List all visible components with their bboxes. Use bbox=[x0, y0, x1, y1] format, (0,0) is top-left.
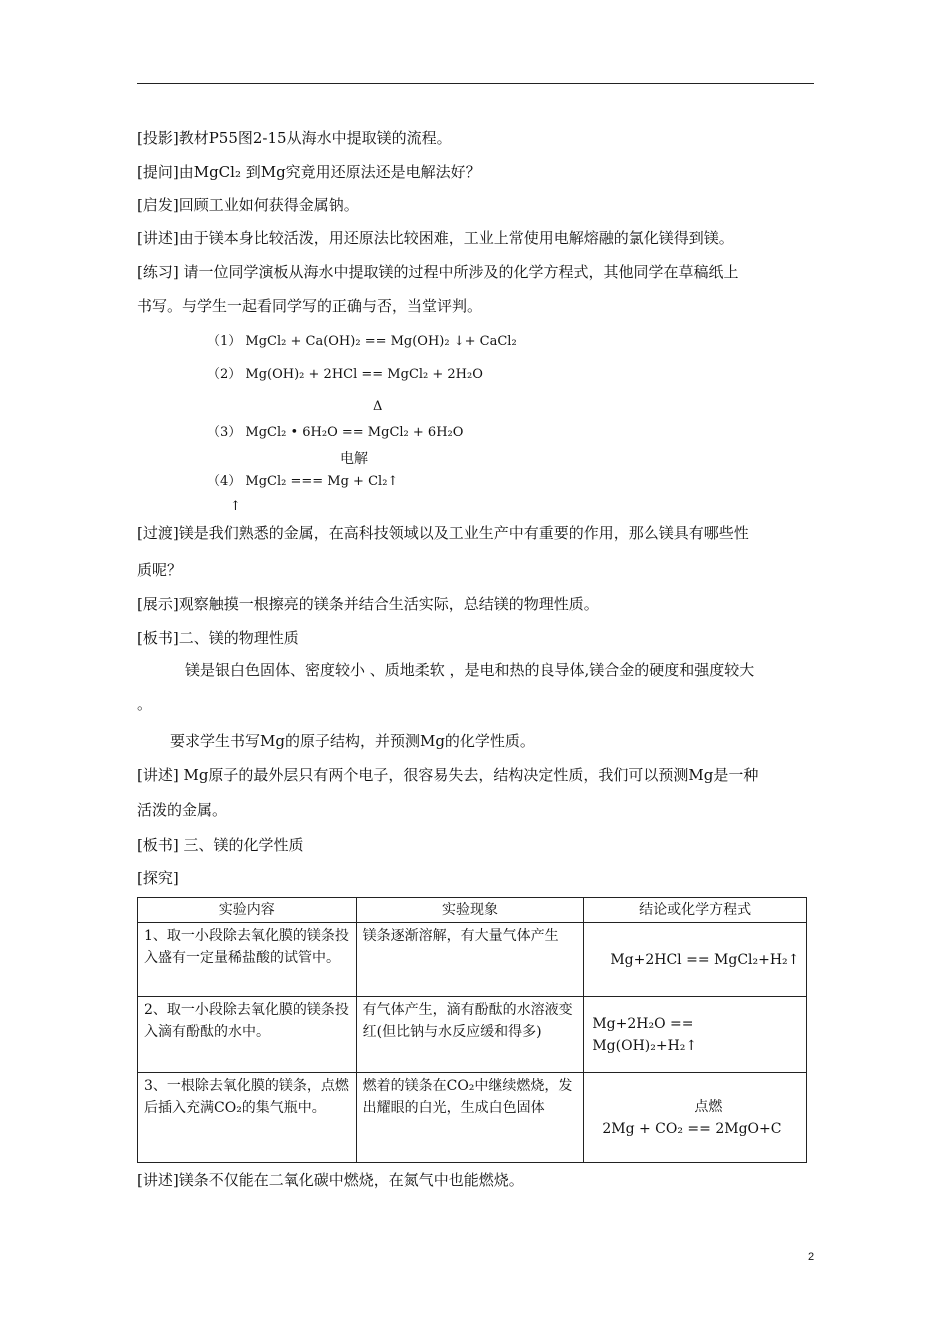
equation-1: （1） MgCl₂ + Ca(OH)₂ == Mg(OH)₂ ↓+ CaCl₂ bbox=[207, 334, 517, 349]
text-line: [板书]二、镁的物理性质 bbox=[137, 629, 299, 647]
header-rule bbox=[137, 83, 814, 84]
table-cell: 镁条逐渐溶解，有大量气体产生 bbox=[356, 923, 584, 997]
text-line: [投影]教材P55图2-15从海水中提取镁的流程。 bbox=[137, 129, 452, 147]
table-row bbox=[138, 1073, 807, 1163]
table-header: 实验现象 bbox=[356, 898, 584, 923]
table-row bbox=[138, 997, 807, 1073]
page-number: 2 bbox=[808, 1251, 815, 1263]
text-line: 活泼的金属。 bbox=[137, 801, 228, 819]
conclusion-equation: 2Mg + CO₂ == 2MgO+C bbox=[602, 1120, 782, 1137]
table-cell: 燃着的镁条在CO₂中继续燃烧，发出耀眼的白光，生成白色固体 bbox=[356, 1073, 584, 1163]
table-header: 实验内容 bbox=[138, 898, 357, 923]
table-header-row bbox=[138, 898, 807, 923]
table-cell bbox=[584, 923, 807, 997]
text-line: [探究] bbox=[137, 869, 179, 887]
text-line: 书写。与学生一起看同学写的正确与否，当堂评判。 bbox=[137, 297, 483, 315]
table-cell bbox=[584, 997, 807, 1073]
text-line: [练习] 请一位同学演板从海水中提取镁的过程中所涉及的化学方程式，其他同学在草稿纸上 bbox=[137, 263, 739, 281]
table-cell: 2、取一小段除去氧化膜的镁条投入滴有酚酞的水中。 bbox=[138, 997, 357, 1073]
table-row bbox=[138, 923, 807, 997]
equation-4-condition: 电解 bbox=[340, 451, 368, 467]
text-line: [讲述]镁条不仅能在二氧化碳中燃烧，在氮气中也能燃烧。 bbox=[137, 1171, 524, 1189]
experiment-table bbox=[137, 897, 807, 1163]
equation-3: （3） MgCl₂ • 6H₂O == MgCl₂ + 6H₂O bbox=[207, 425, 464, 440]
equation-4: （4） MgCl₂ === Mg + Cl₂↑ bbox=[207, 474, 399, 489]
equation-2: （2） Mg(OH)₂ + 2HCl == MgCl₂ + 2H₂O bbox=[207, 367, 483, 382]
table-cell: 3、一根除去氧化膜的镁条，点燃后插入充满CO₂的集气瓶中。 bbox=[138, 1073, 357, 1163]
text-line: [提问]由MgCl₂ 到Mg究竟用还原法还是电解法好？ bbox=[137, 163, 481, 181]
table-cell: 有气体产生，滴有酚酞的水溶液变红(但比钠与水反应缓和得多) bbox=[356, 997, 584, 1073]
text-line: [启发]回顾工业如何获得金属钠。 bbox=[137, 196, 359, 214]
text-line: [过渡]镁是我们熟悉的金属，在高科技领域以及工业生产中有重要的作用，那么镁具有哪些性 bbox=[137, 524, 749, 542]
text-line: 质呢？ bbox=[137, 561, 183, 579]
table-cell bbox=[584, 1073, 807, 1163]
table-cell: 1、取一小段除去氧化膜的镁条投入盛有一定量稀盐酸的试管中。 bbox=[138, 923, 357, 997]
text-line: [讲述] Mg原子的最外层只有两个电子，很容易失去，结构决定性质，我们可以预测Mg是一种 bbox=[137, 766, 759, 784]
table-header: 结论或化学方程式 bbox=[584, 898, 807, 923]
text-line: [板书] 三、镁的化学性质 bbox=[137, 836, 304, 854]
text-line: 要求学生书写Mg的原子结构，并预测Mg的化学性质。 bbox=[170, 732, 535, 750]
conclusion-equation: Mg+2H₂O == Mg(OH)₂+H₂↑ bbox=[592, 1015, 698, 1054]
text-line: [讲述]由于镁本身比较活泼，用还原法比较困难，工业上常使用电解熔融的氯化镁得到镁。 bbox=[137, 229, 734, 247]
text-line: 。 bbox=[137, 695, 153, 713]
text-line: 镁是银白色固体、密度较小 、质地柔软 ，是电和热的良导体,镁合金的硬度和强度较大 bbox=[185, 661, 755, 679]
conclusion-equation: Mg+2HCl == MgCl₂+H₂↑ bbox=[610, 951, 800, 968]
reaction-condition: 点燃 bbox=[694, 1098, 723, 1115]
equation-3-condition: Δ bbox=[373, 399, 383, 414]
up-arrow: ↑ bbox=[230, 499, 241, 514]
text-line: [展示]观察触摸一根擦亮的镁条并结合生活实际，总结镁的物理性质。 bbox=[137, 595, 599, 613]
